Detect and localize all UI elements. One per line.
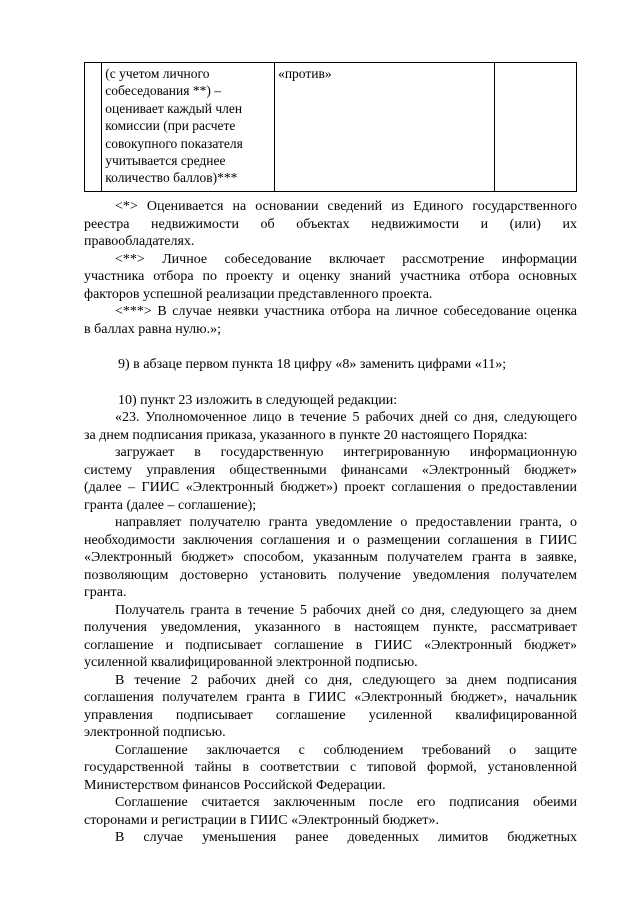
paragraph-recipient-signs: Получатель гранта в течение 5 рабочих дней со дня, следующего за днем получения уведомления, указанного в настоящем пункте, рассматривает соглашение и подписывает соглашение в ГИИС «Электронный бюджет» усиленной квалифицированной электронной подписью. bbox=[84, 602, 577, 670]
paragraph-head-signs: В течение 2 рабочих дней со дня, следующего за днем подписания соглашения получателем гранта в ГИИС «Электронный бюджет», начальник управления подписывает соглашение усиленной квалифицированной электронной подписью. bbox=[84, 672, 577, 740]
paragraph-notification: направляет получателю гранта уведомление о предоставлении гранта, о необходимости заключения соглашения и о размещении соглашения в ГИИС «Электронный бюджет» способом, указанным получателем гранта в заявке, позволяющим достоверно установить получение уведомления получателем гранта. bbox=[84, 515, 577, 600]
paragraph-23-intro: «23. Уполномоченное лицо в течение 5 рабочих дней со дня, следующего за днем подписания приказа, указанного в пункте 20 настоящего Порядка: bbox=[84, 410, 577, 443]
footnote-2: <**> Личное собеседование включает рассмотрение информации участника отбора по проекту и оценку знаний участника отбора основных факторов успешной реализации представленного проекта. bbox=[84, 251, 577, 302]
footnote-1: <*> Оценивается на основании сведений из Единого государственного реестра недвижимости об объектах недвижимости и (или) их правообладателях. bbox=[84, 199, 577, 249]
table-cell-number bbox=[85, 63, 102, 192]
table-row bbox=[85, 63, 577, 192]
document-body bbox=[84, 198, 577, 847]
paragraph-concluded: Соглашение считается заключенным после его подписания обеими сторонами и регистрации в ГИИС «Электронный бюджет». bbox=[84, 795, 577, 828]
amendment-item-9: 9) в абзаце первом пункта 18 цифру «8» заменить цифрами «11»; bbox=[118, 357, 507, 372]
criteria-table-fragment bbox=[84, 62, 577, 192]
table-cell-value: «против» bbox=[275, 63, 495, 192]
paragraph-limits: В случае уменьшения ранее доведенных лимитов бюджетных bbox=[115, 830, 577, 845]
footnote-3: <***> В случае неявки участника отбора на личное собеседование оценка в баллах равна нулю.»; bbox=[84, 304, 577, 337]
paragraph-secrecy: Соглашение заключается с соблюдением требований о защите государственной тайны в соответствии с типовой формой, установленной Министерством финансов Российской Федерации. bbox=[84, 742, 577, 793]
table-cell-criterion: (с учетом личного собеседования **) – оценивает каждый член комиссии (при расчете совокупного показателя учитывается среднее количество баллов)*** bbox=[102, 63, 275, 192]
table-cell-score bbox=[494, 63, 576, 192]
amendment-item-10: 10) пункт 23 изложить в следующей редакции: bbox=[118, 392, 398, 408]
paragraph-uploads: загружает в государственную интегрированную информационную систему управления общественными финансами «Электронный бюджет» (далее – ГИИС «Электронный бюджет») проект соглашения о предоставлении гранта (далее – соглашение); bbox=[84, 445, 577, 513]
